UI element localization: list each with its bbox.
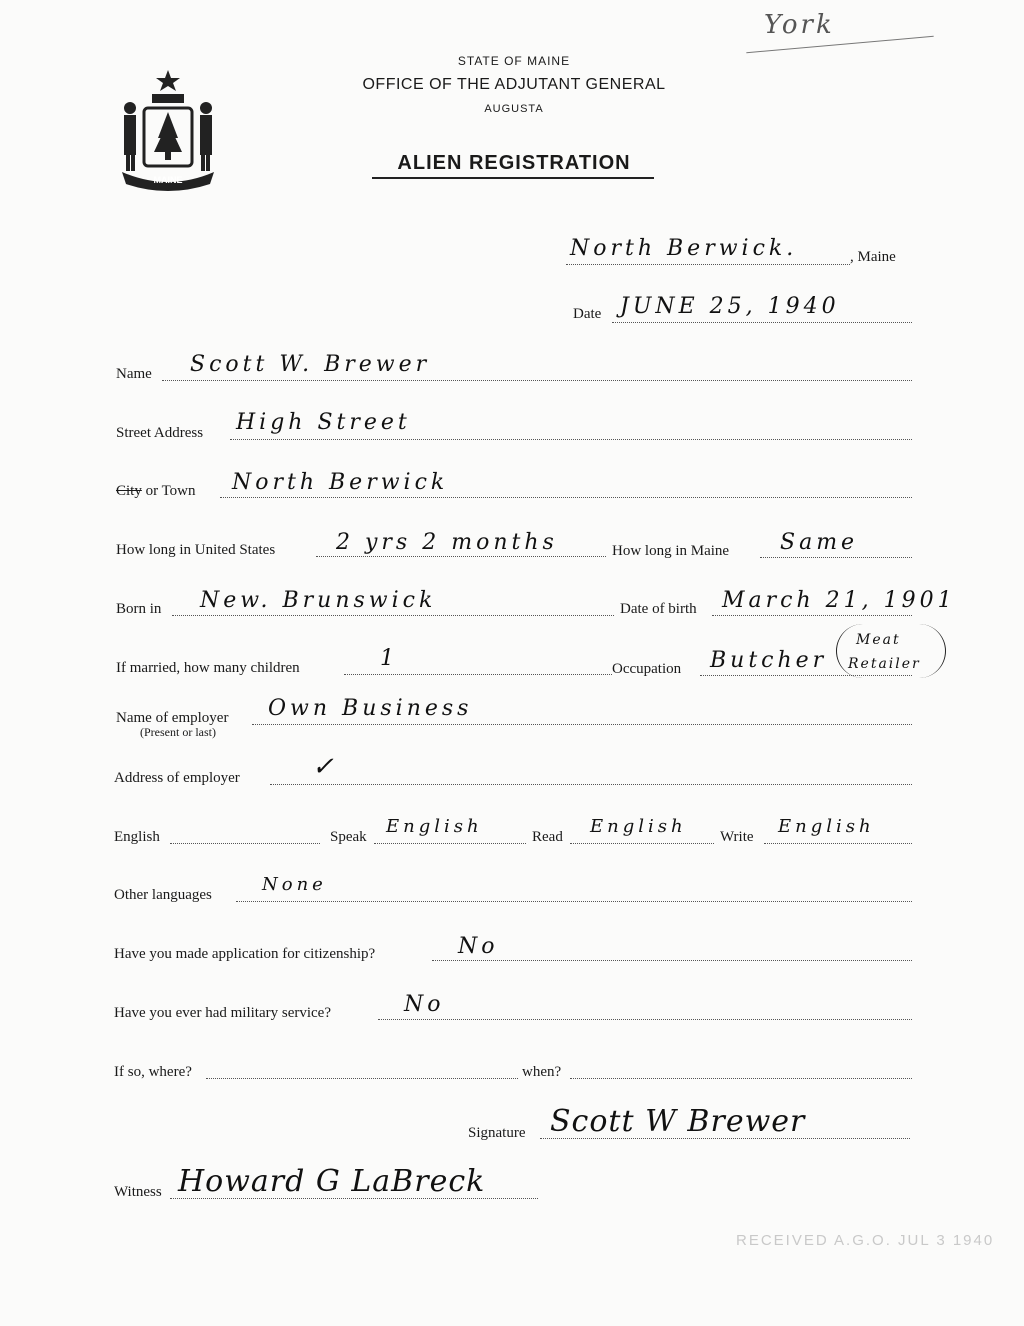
seal-banner-text: MAINE [153,175,183,185]
office-heading: OFFICE OF THE ADJUTANT GENERAL [362,76,666,93]
dob-label: Date of birth [620,601,697,617]
military-value: No [404,992,445,1017]
name-label: Name [116,366,152,382]
when-label: when? [522,1064,562,1080]
date-value: JUNE 25, 1940 [620,294,840,319]
state-heading: STATE OF MAINE [457,54,571,68]
city-label [116,483,196,500]
page-title: ALIEN REGISTRATION [397,152,631,174]
speak-label: Speak [330,829,367,845]
employer-sublabel: (Present or last) [140,725,216,739]
occupation-note-bottom: Retailer [848,656,921,672]
maine-length-value: Same [780,530,859,555]
signature-value: Scott W Brewer [550,1104,806,1139]
maine-state-seal-icon [116,68,220,192]
where-label: If so, where? [114,1064,192,1080]
other-languages-value: None [262,874,327,895]
occupation-value: Butcher [710,648,828,673]
born-value: New. Brunswick [200,588,437,613]
employer-address-check: ✓ [312,752,338,782]
county-note: York [764,10,835,40]
other-languages-label: Other languages [114,887,212,903]
name-value: Scott W. Brewer [190,352,431,377]
witness-value: Howard G LaBreck [178,1164,486,1199]
read-label: Read [532,829,563,845]
children-label: If married, how many children [116,660,300,676]
street-value: High Street [236,410,411,435]
us-length-value: 2 yrs 2 months [336,530,558,555]
born-label: Born in [116,601,162,617]
dob-value: March 21, 1901 [722,588,956,613]
street-label: Street Address [116,425,204,441]
city-value: North Berwick [232,470,449,495]
city-label-rest: or Town [141,483,196,499]
speak-value: English [386,816,483,837]
occupation-label: Occupation [612,661,682,677]
english-label: English [114,829,160,845]
employer-address-label: Address of employer [114,770,240,786]
military-label: Have you ever had military service? [114,1005,331,1021]
us-length-label: How long in United States [116,542,276,558]
town-value: North Berwick. [570,236,798,261]
read-value: English [590,816,687,837]
witness-label: Witness [114,1184,162,1200]
signature-label: Signature [468,1125,526,1141]
write-value: English [778,816,875,837]
title-underline [372,177,654,179]
write-label: Write [720,829,754,845]
citizenship-value: No [458,934,499,959]
city-label-struck: City [116,483,142,499]
employer-label: Name of employer [116,710,229,726]
state-label: , Maine [850,249,896,265]
citizenship-label: Have you made application for citizenship? [114,946,376,962]
occupation-note-top: Meat [856,632,901,648]
occupation-note-bracket [836,624,946,678]
received-stamp: RECEIVED A.G.O. JUL 3 1940 [736,1232,995,1249]
date-label: Date [573,306,602,322]
maine-length-label: How long in Maine [612,543,730,559]
city-heading: AUGUSTA [484,103,544,115]
children-value: 1 [380,646,398,671]
employer-value: Own Business [268,696,473,721]
